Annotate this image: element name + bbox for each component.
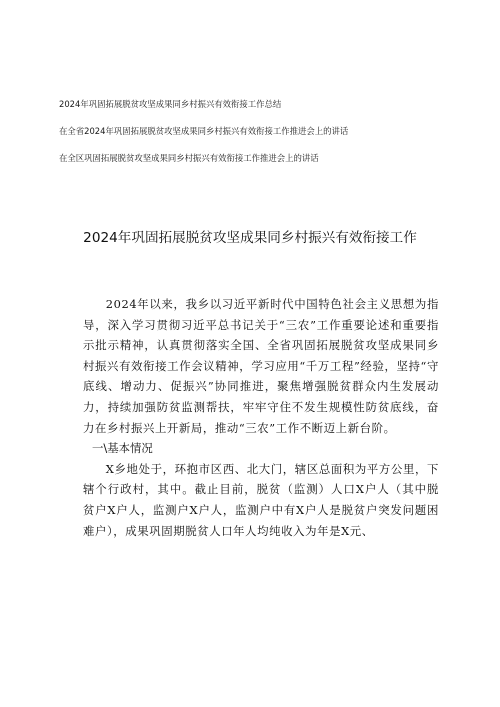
toc-item[interactable]: 2024年巩固拓展脱贫攻坚成果同乡村振兴有效衔接工作总结 — [59, 99, 282, 109]
table-of-contents — [59, 99, 479, 180]
toc-item[interactable]: 在全省2024年巩固拓展脱贫攻坚成果同乡村振兴有效衔接工作推进会上的讲话 — [59, 126, 349, 136]
document-body — [83, 294, 439, 541]
toc-item[interactable]: 在全区巩固拓展脱贫攻坚成果同乡村振兴有效衔接工作推进会上的讲话 — [59, 153, 319, 163]
section-heading: 一\基本情况 — [92, 441, 153, 456]
section-paragraph: X乡地处于，环抱市区西、北大门，辖区总面积为平方公里，下辖个行政村，其中。截止目前，脱贫（监测）人口X户人（其中脱贫户X户人，监测户X户人，监测户中有X户人是脱贫户突发问题困难户），成果巩固期脱贫人口年人均纯收入为年是X元、 — [83, 461, 439, 538]
intro-paragraph: 2024年以来，我乡以习近平新时代中国特色社会主义思想为指导，深入学习贯彻习近平总书记关于“三农”工作重要论述和重要指示批示精神，认真贯彻落实全国、全省巩固拓展脱贫攻坚成果同乡村振兴有效衔接工作会议精神，学习应用“千万工程”经验，坚持“守底线、增动力、促振兴”协同推进，聚焦增强脱贫群众内生发展动力，持续加强防贫监测帮扶，牢牢守住不发生规模性防贫底线，奋力在乡村振兴上开新局，推动“三农”工作不断迈上新台阶。 — [83, 297, 439, 435]
document-title: 2024年巩固拓展脱贫攻坚成果同乡村振兴有效衔接工作 — [83, 230, 417, 246]
